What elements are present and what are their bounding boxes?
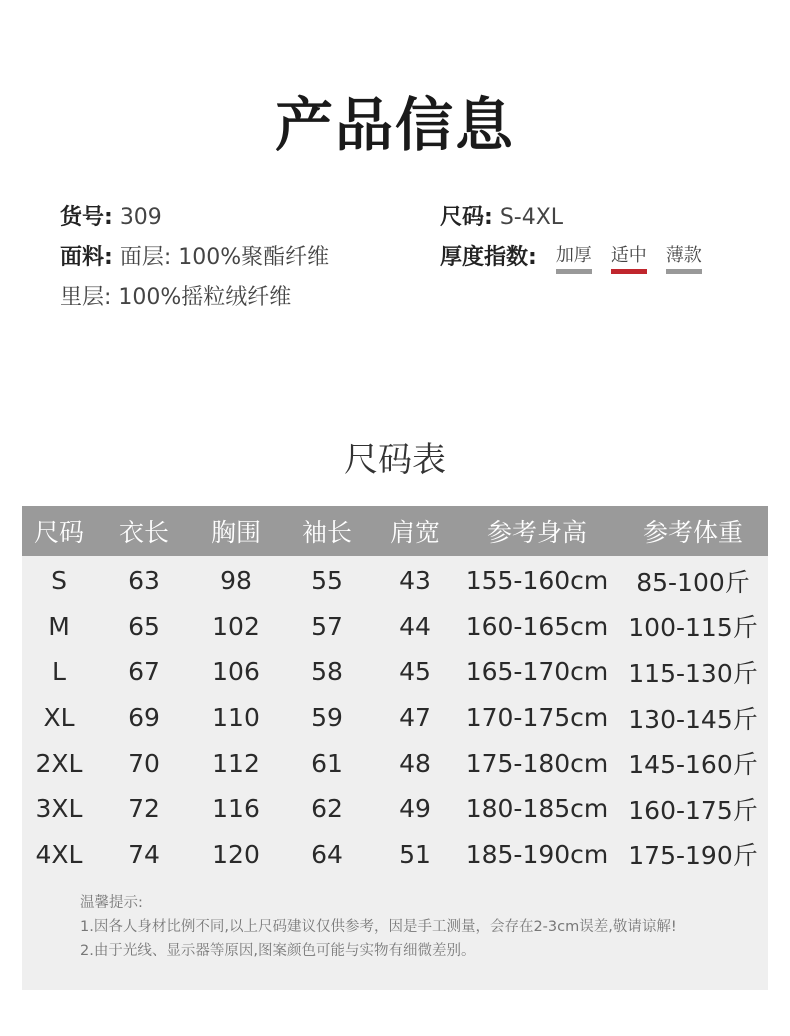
table-cell: 100-115斤 [628, 613, 758, 643]
thickness-bar [556, 269, 592, 274]
size-table [22, 506, 768, 877]
tips-line-2: 2.由于光线、显示器等原因,图案颜色可能与实物有细微差别。 [80, 943, 476, 959]
size-range-value: S-4XL [499, 205, 564, 230]
table-cell: 98 [220, 566, 252, 596]
page-title: 产品信息 [274, 91, 515, 159]
thickness-option-thick [556, 241, 592, 274]
fabric-outer-value: 面层: 100%聚酯纤维 [119, 245, 330, 270]
table-cell: 160-175斤 [628, 795, 758, 825]
thickness-option-label: 薄款 [665, 245, 702, 266]
table-cell: 175-190斤 [628, 841, 758, 871]
table-cell: 62 [311, 794, 343, 824]
size-table-header [22, 506, 768, 556]
header-length: 衣长 [118, 518, 169, 547]
tips-title: 温馨提示: [80, 895, 143, 911]
table-cell: 44 [399, 611, 431, 641]
table-cell: 120 [212, 839, 260, 869]
table-cell: 85-100斤 [636, 567, 750, 597]
table-cell: 47 [399, 703, 431, 733]
size-range-row [440, 200, 563, 231]
table-cell: S [51, 566, 67, 596]
table-cell: 102 [212, 611, 260, 641]
size-table-panel [22, 506, 768, 990]
item-number-row [60, 200, 162, 231]
table-row [22, 740, 768, 786]
table-cell: 145-160斤 [628, 750, 758, 780]
table-cell: 61 [311, 748, 343, 778]
table-cell: 58 [311, 657, 343, 687]
table-cell: 63 [128, 566, 160, 596]
header-height: 参考身高 [486, 518, 587, 547]
table-cell: 64 [311, 839, 343, 869]
table-cell: 112 [212, 748, 260, 778]
table-cell: 65 [128, 611, 160, 641]
size-table-title: 尺码表 [344, 440, 446, 480]
table-cell: 2XL [35, 748, 83, 778]
thickness-label: 厚度指数: [440, 245, 537, 270]
table-cell: 155-160cm [465, 566, 609, 596]
table-cell: 4XL [35, 839, 83, 869]
table-cell: 185-190cm [465, 839, 609, 869]
size-range-label: 尺码: [440, 205, 493, 230]
table-cell: 110 [212, 703, 260, 733]
header-shoulder: 肩宽 [389, 518, 440, 547]
item-number-label: 货号: [60, 205, 113, 230]
table-cell: 43 [399, 566, 431, 596]
thickness-option-label: 适中 [610, 245, 647, 266]
table-cell: L [52, 657, 66, 687]
table-row [22, 832, 768, 878]
table-cell: XL [43, 703, 75, 733]
table-cell: 74 [128, 839, 160, 869]
table-row [22, 649, 768, 695]
table-cell: 115-130斤 [628, 658, 758, 688]
fabric-inner-value: 里层: 100%摇粒绒纤维 [60, 285, 292, 310]
item-number-value: 309 [119, 205, 162, 230]
fabric-label: 面料: [60, 245, 113, 270]
thickness-bar [666, 269, 702, 274]
table-cell: 160-165cm [465, 611, 609, 641]
thickness-option-label: 加厚 [555, 245, 592, 266]
table-cell: 175-180cm [465, 748, 609, 778]
table-cell: 180-185cm [465, 794, 609, 824]
table-cell: 59 [311, 703, 343, 733]
table-cell: M [48, 611, 70, 641]
table-cell: 57 [311, 611, 343, 641]
table-cell: 3XL [35, 794, 83, 824]
table-cell: 69 [128, 703, 160, 733]
table-row [22, 556, 768, 604]
header-chest: 胸围 [210, 518, 261, 547]
header-weight: 参考体重 [642, 518, 743, 547]
fabric-inner-row [60, 280, 291, 311]
table-cell: 106 [212, 657, 260, 687]
table-cell: 165-170cm [465, 657, 609, 687]
table-cell: 45 [399, 657, 431, 687]
tips-block [80, 891, 677, 963]
header-size: 尺码 [33, 518, 84, 547]
table-cell: 70 [128, 748, 160, 778]
header-sleeve: 袖长 [301, 518, 352, 547]
table-row [22, 786, 768, 832]
table-cell: 130-145斤 [628, 704, 758, 734]
thickness-option-thin [666, 241, 702, 274]
table-row [22, 604, 768, 650]
table-cell: 67 [128, 657, 160, 687]
table-row [22, 695, 768, 741]
thickness-row [440, 240, 702, 277]
table-cell: 72 [128, 794, 160, 824]
table-cell: 116 [212, 794, 260, 824]
table-cell: 55 [311, 566, 343, 596]
fabric-row [60, 240, 329, 271]
table-cell: 48 [399, 748, 431, 778]
table-cell: 49 [399, 794, 431, 824]
thickness-bar-selected [611, 269, 647, 274]
table-cell: 51 [399, 839, 431, 869]
tips-line-1: 1.因各人身材比例不同,以上尺码建议仅供参考，因是手工测量，会存在2-3cm误差,敬请谅解! [80, 919, 677, 935]
thickness-option-medium [611, 241, 647, 274]
table-cell: 170-175cm [465, 703, 609, 733]
